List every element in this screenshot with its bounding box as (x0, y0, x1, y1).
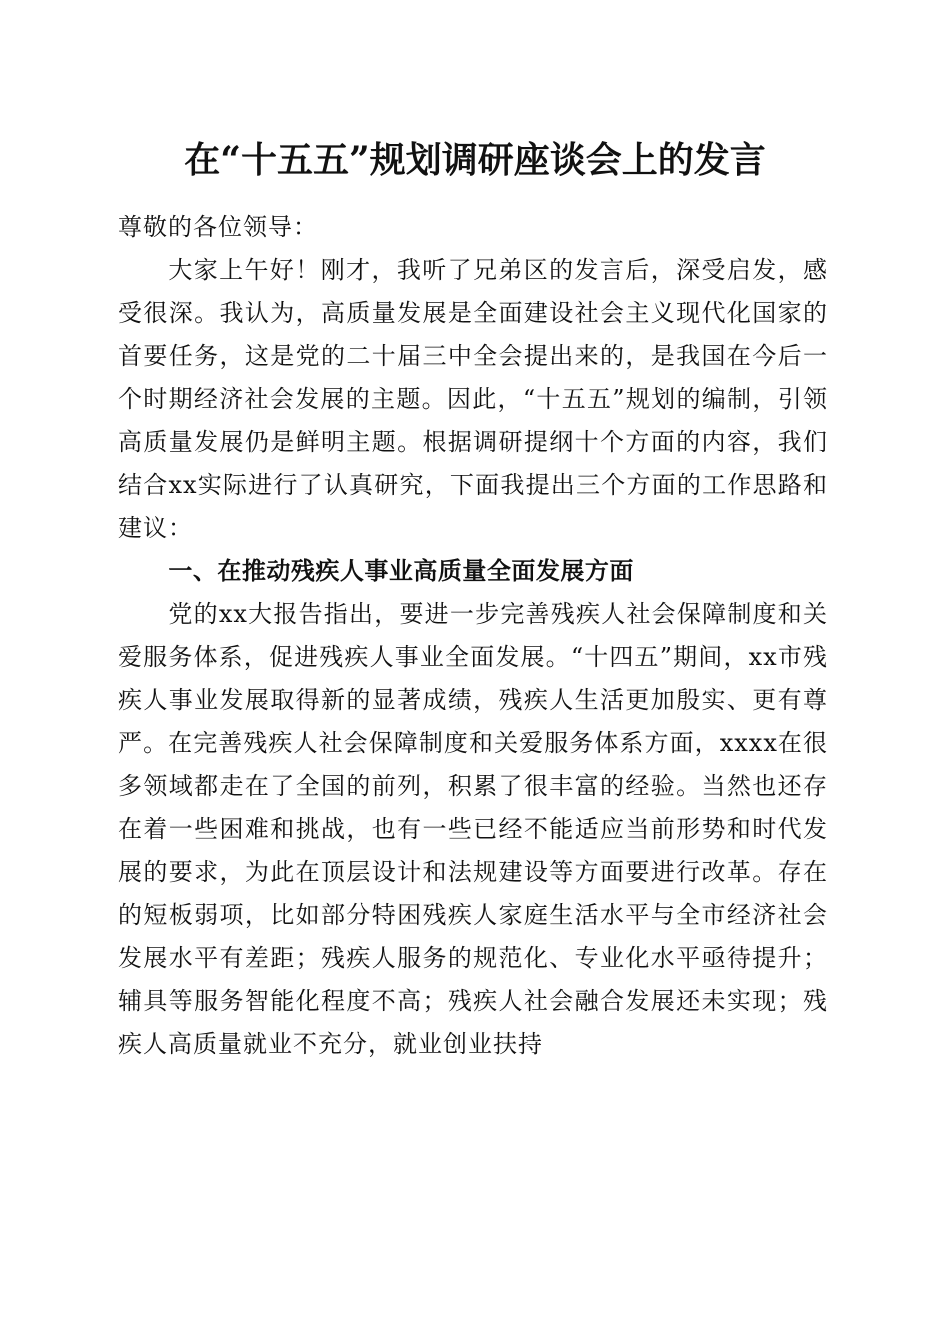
paragraph-opening: 大家上午好！刚才，我听了兄弟区的发言后，深受启发，感受很深。我认为，高质量发展是全面建设社会主义现代化国家的首要任务，这是党的二十届三中全会提出来的，是我国在今后一个时期经济社会发展的主题。因此，“十五五”规划的编制，引领高质量发展仍是鲜明主题。根据调研提纲十个方面的内容，我们结合xx实际进行了认真研究，下面我提出三个方面的工作思路和建议： (118, 256, 828, 542)
document-body (118, 206, 828, 1066)
section-heading: 一、在推动残疾人事业高质量全面发展方面 (168, 557, 634, 585)
paragraph-section-1: 党的xx大报告指出，要进一步完善残疾人社会保障制度和关爱服务体系，促进残疾人事业全面发展。“十四五”期间，xx市残疾人事业发展取得新的显著成绩，残疾人生活更加殷实、更有尊严。在完善残疾人社会保障制度和关爱服务体系方面，xxxx在很多领域都走在了全国的前列，积累了很丰富的经验。当然也还存在着一些困难和挑战，也有一些已经不能适应当前形势和时代发展的要求，为此在顶层设计和法规建设等方面要进行改革。存在的短板弱项，比如部分特困残疾人家庭生活水平与全市经济社会发展水平有差距；残疾人服务的规范化、专业化水平亟待提升；辅具等服务智能化程度不高；残疾人社会融合发展还未实现；残疾人高质量就业不充分，就业创业扶持 (118, 600, 828, 1058)
salutation: 尊敬的各位领导： (118, 213, 318, 241)
document-title: 在“十五五”规划调研座谈会上的发言 (184, 139, 766, 181)
